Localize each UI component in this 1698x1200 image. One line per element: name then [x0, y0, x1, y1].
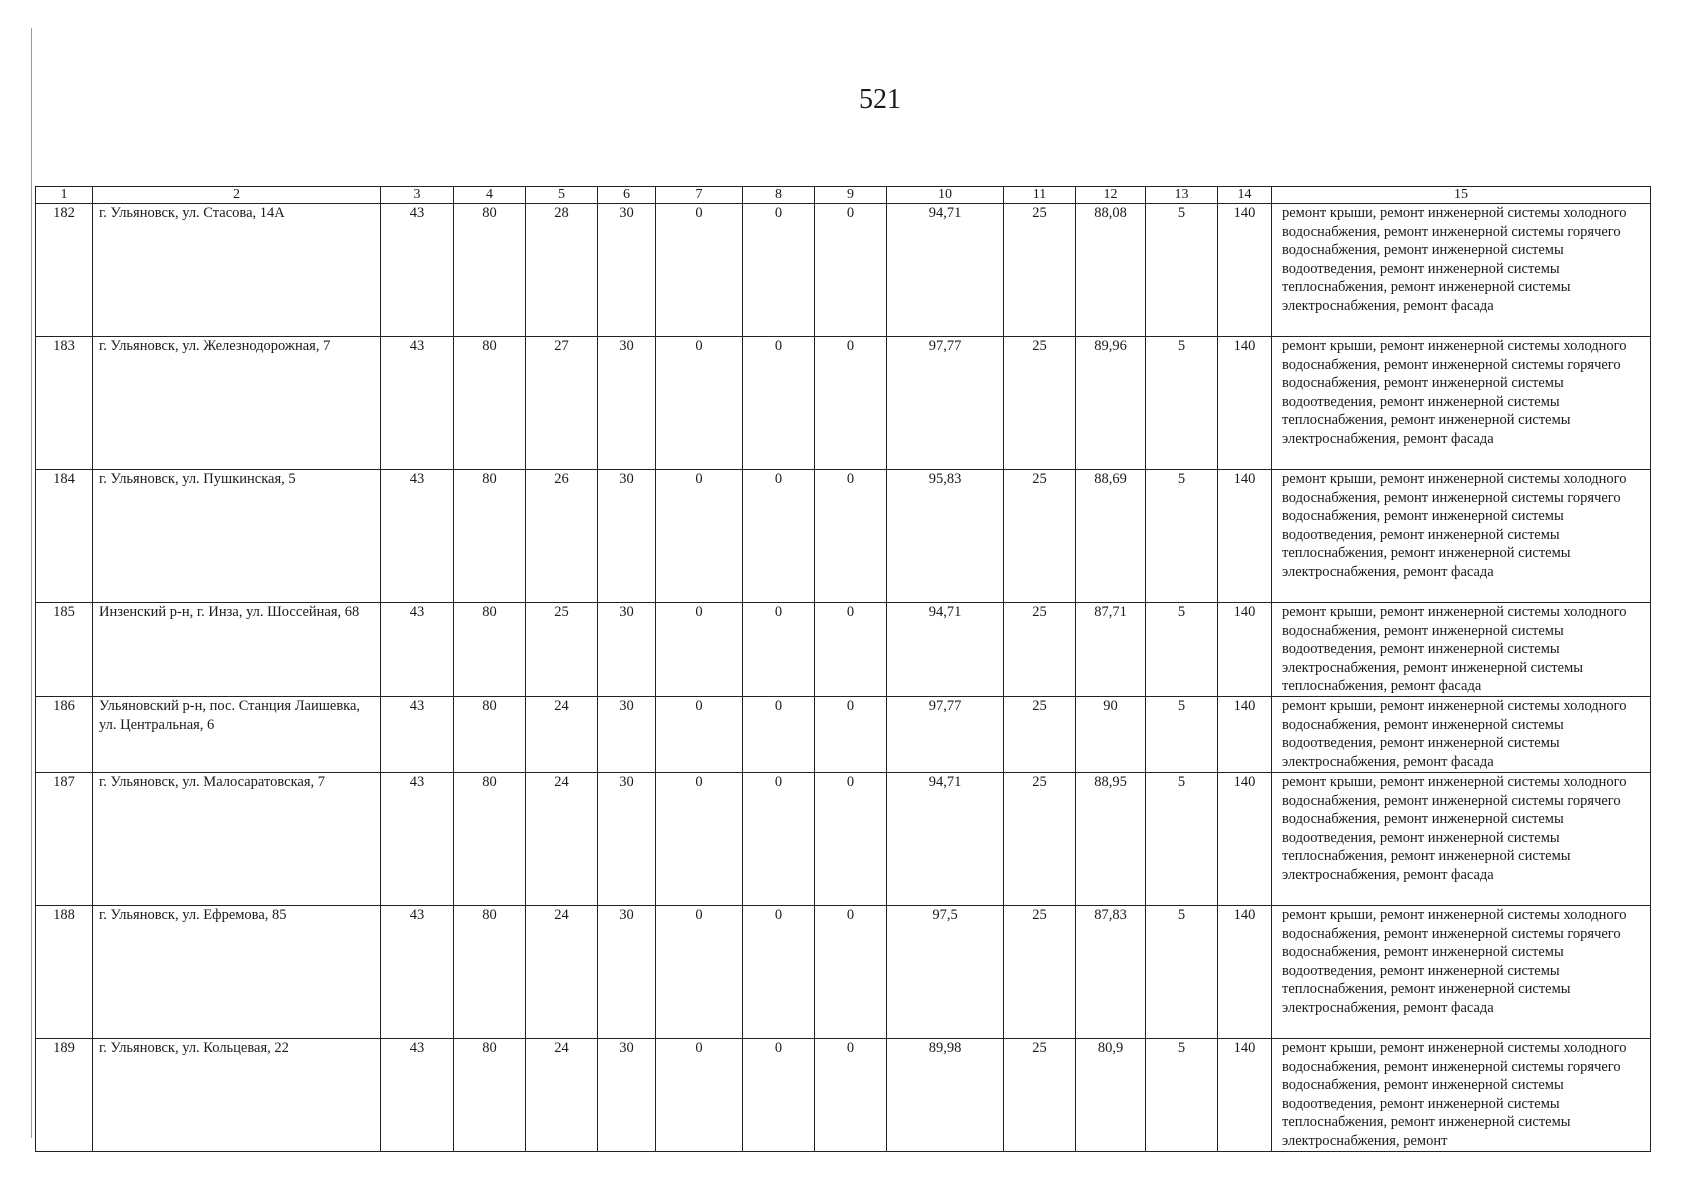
- value-cell: 88,95: [1076, 773, 1146, 906]
- value-cell: 5: [1146, 603, 1218, 697]
- value-cell: 0: [815, 906, 887, 1039]
- value-cell: 5: [1146, 906, 1218, 1039]
- value-cell: 80,9: [1076, 1039, 1146, 1152]
- column-header: 13: [1146, 187, 1218, 204]
- value-cell: 43: [381, 204, 454, 337]
- value-cell: 0: [743, 697, 815, 773]
- table-body: [36, 204, 1651, 1152]
- value-cell: 0: [815, 697, 887, 773]
- row-number: 188: [36, 906, 93, 1039]
- page-margin-line: [31, 28, 32, 1138]
- value-cell: 25: [1004, 697, 1076, 773]
- row-number: 183: [36, 337, 93, 470]
- works-cell: ремонт крыши, ремонт инженерной системы холодного водоснабжения, ремонт инженерной системы горячего водоснабжения, ремонт инженерной системы водоотведения, ремонт инженерной системы теплоснабжения, ремонт инженерной системы электроснабжения, ремонт фасада: [1272, 773, 1651, 906]
- value-cell: 27: [526, 337, 598, 470]
- value-cell: 94,71: [887, 773, 1004, 906]
- value-cell: 25: [1004, 470, 1076, 603]
- value-cell: 30: [598, 603, 656, 697]
- value-cell: 30: [598, 697, 656, 773]
- row-number: 189: [36, 1039, 93, 1152]
- value-cell: 43: [381, 697, 454, 773]
- column-header: 14: [1218, 187, 1272, 204]
- works-cell: ремонт крыши, ремонт инженерной системы холодного водоснабжения, ремонт инженерной системы горячего водоснабжения, ремонт инженерной системы водоотведения, ремонт инженерной системы теплоснабжения, ремонт инженерной системы электроснабжения, ремонт фасада: [1272, 470, 1651, 603]
- table-row: [36, 603, 1651, 697]
- value-cell: 25: [1004, 337, 1076, 470]
- value-cell: 0: [656, 773, 743, 906]
- value-cell: 24: [526, 697, 598, 773]
- value-cell: 5: [1146, 204, 1218, 337]
- column-header: 6: [598, 187, 656, 204]
- value-cell: 87,71: [1076, 603, 1146, 697]
- column-header: 12: [1076, 187, 1146, 204]
- value-cell: 95,83: [887, 470, 1004, 603]
- column-header: 4: [454, 187, 526, 204]
- value-cell: 0: [656, 470, 743, 603]
- value-cell: 89,96: [1076, 337, 1146, 470]
- value-cell: 30: [598, 1039, 656, 1152]
- column-header: 1: [36, 187, 93, 204]
- value-cell: 43: [381, 1039, 454, 1152]
- column-header: 10: [887, 187, 1004, 204]
- value-cell: 140: [1218, 337, 1272, 470]
- value-cell: 5: [1146, 337, 1218, 470]
- value-cell: 80: [454, 773, 526, 906]
- column-header: 8: [743, 187, 815, 204]
- value-cell: 80: [454, 337, 526, 470]
- column-header: 3: [381, 187, 454, 204]
- value-cell: 25: [1004, 603, 1076, 697]
- column-header: 5: [526, 187, 598, 204]
- value-cell: 87,83: [1076, 906, 1146, 1039]
- table-row: [36, 906, 1651, 1039]
- value-cell: 97,5: [887, 906, 1004, 1039]
- value-cell: 0: [656, 1039, 743, 1152]
- value-cell: 140: [1218, 1039, 1272, 1152]
- value-cell: 30: [598, 906, 656, 1039]
- value-cell: 5: [1146, 1039, 1218, 1152]
- address-cell: г. Ульяновск, ул. Пушкинская, 5: [93, 470, 381, 603]
- value-cell: 0: [815, 603, 887, 697]
- value-cell: 80: [454, 470, 526, 603]
- address-cell: г. Ульяновск, ул. Железнодорожная, 7: [93, 337, 381, 470]
- table-row: [36, 697, 1651, 773]
- value-cell: 43: [381, 773, 454, 906]
- table-row: [36, 773, 1651, 906]
- value-cell: 25: [1004, 1039, 1076, 1152]
- column-header: 7: [656, 187, 743, 204]
- value-cell: 0: [743, 773, 815, 906]
- value-cell: 0: [815, 1039, 887, 1152]
- value-cell: 0: [743, 906, 815, 1039]
- value-cell: 5: [1146, 773, 1218, 906]
- value-cell: 0: [656, 337, 743, 470]
- value-cell: 140: [1218, 773, 1272, 906]
- value-cell: 88,08: [1076, 204, 1146, 337]
- column-header: 9: [815, 187, 887, 204]
- value-cell: 0: [815, 337, 887, 470]
- value-cell: 0: [656, 697, 743, 773]
- value-cell: 0: [743, 1039, 815, 1152]
- value-cell: 88,69: [1076, 470, 1146, 603]
- value-cell: 80: [454, 697, 526, 773]
- value-cell: 25: [526, 603, 598, 697]
- row-number: 185: [36, 603, 93, 697]
- address-cell: Ульяновский р-н, пос. Станция Лаишевка, ул. Центральная, 6: [93, 697, 381, 773]
- row-number: 187: [36, 773, 93, 906]
- column-header: 2: [93, 187, 381, 204]
- header-row: [36, 187, 1651, 204]
- works-cell: ремонт крыши, ремонт инженерной системы холодного водоснабжения, ремонт инженерной системы водоотведения, ремонт инженерной системы электроснабжения, ремонт фасада: [1272, 697, 1651, 773]
- value-cell: 140: [1218, 906, 1272, 1039]
- value-cell: 140: [1218, 204, 1272, 337]
- value-cell: 25: [1004, 204, 1076, 337]
- value-cell: 80: [454, 1039, 526, 1152]
- value-cell: 94,71: [887, 603, 1004, 697]
- value-cell: 0: [656, 204, 743, 337]
- address-cell: г. Ульяновск, ул. Стасова, 14А: [93, 204, 381, 337]
- works-cell: ремонт крыши, ремонт инженерной системы холодного водоснабжения, ремонт инженерной системы водоотведения, ремонт инженерной системы электроснабжения, ремонт инженерной системы теплоснабжения, ремонт фасада: [1272, 603, 1651, 697]
- value-cell: 25: [1004, 906, 1076, 1039]
- value-cell: 24: [526, 773, 598, 906]
- value-cell: 90: [1076, 697, 1146, 773]
- value-cell: 5: [1146, 697, 1218, 773]
- value-cell: 94,71: [887, 204, 1004, 337]
- table-header: [36, 187, 1651, 204]
- value-cell: 0: [815, 773, 887, 906]
- value-cell: 30: [598, 204, 656, 337]
- value-cell: 0: [743, 204, 815, 337]
- value-cell: 80: [454, 603, 526, 697]
- value-cell: 97,77: [887, 697, 1004, 773]
- value-cell: 140: [1218, 697, 1272, 773]
- repair-register-table: [35, 186, 1651, 1152]
- works-cell: ремонт крыши, ремонт инженерной системы холодного водоснабжения, ремонт инженерной системы горячего водоснабжения, ремонт инженерной системы водоотведения, ремонт инженерной системы теплоснабжения, ремонт инженерной системы электроснабжения, ремонт фасада: [1272, 906, 1651, 1039]
- value-cell: 30: [598, 470, 656, 603]
- value-cell: 0: [656, 906, 743, 1039]
- value-cell: 80: [454, 204, 526, 337]
- value-cell: 80: [454, 906, 526, 1039]
- value-cell: 24: [526, 1039, 598, 1152]
- value-cell: 43: [381, 603, 454, 697]
- value-cell: 24: [526, 906, 598, 1039]
- value-cell: 0: [743, 603, 815, 697]
- value-cell: 140: [1218, 470, 1272, 603]
- address-cell: Инзенский р-н, г. Инза, ул. Шоссейная, 68: [93, 603, 381, 697]
- value-cell: 0: [815, 470, 887, 603]
- table-row: [36, 337, 1651, 470]
- value-cell: 0: [815, 204, 887, 337]
- address-cell: г. Ульяновск, ул. Кольцевая, 22: [93, 1039, 381, 1152]
- table-row: [36, 470, 1651, 603]
- column-header: 15: [1272, 187, 1651, 204]
- page-number: 521: [859, 84, 901, 115]
- address-cell: г. Ульяновск, ул. Малосаратовская, 7: [93, 773, 381, 906]
- value-cell: 30: [598, 773, 656, 906]
- value-cell: 5: [1146, 470, 1218, 603]
- value-cell: 30: [598, 337, 656, 470]
- column-header: 11: [1004, 187, 1076, 204]
- value-cell: 43: [381, 337, 454, 470]
- table-row: [36, 204, 1651, 337]
- works-cell: ремонт крыши, ремонт инженерной системы холодного водоснабжения, ремонт инженерной системы горячего водоснабжения, ремонт инженерной системы водоотведения, ремонт инженерной системы теплоснабжения, ремонт инженерной системы электроснабжения, ремонт: [1272, 1039, 1651, 1152]
- value-cell: 97,77: [887, 337, 1004, 470]
- value-cell: 89,98: [887, 1039, 1004, 1152]
- address-cell: г. Ульяновск, ул. Ефремова, 85: [93, 906, 381, 1039]
- value-cell: 140: [1218, 603, 1272, 697]
- value-cell: 0: [656, 603, 743, 697]
- value-cell: 25: [1004, 773, 1076, 906]
- value-cell: 28: [526, 204, 598, 337]
- value-cell: 0: [743, 337, 815, 470]
- works-cell: ремонт крыши, ремонт инженерной системы холодного водоснабжения, ремонт инженерной системы горячего водоснабжения, ремонт инженерной системы водоотведения, ремонт инженерной системы теплоснабжения, ремонт инженерной системы электроснабжения, ремонт фасада: [1272, 337, 1651, 470]
- row-number: 182: [36, 204, 93, 337]
- row-number: 186: [36, 697, 93, 773]
- value-cell: 26: [526, 470, 598, 603]
- value-cell: 43: [381, 906, 454, 1039]
- row-number: 184: [36, 470, 93, 603]
- table-row: [36, 1039, 1651, 1152]
- value-cell: 43: [381, 470, 454, 603]
- value-cell: 0: [743, 470, 815, 603]
- works-cell: ремонт крыши, ремонт инженерной системы холодного водоснабжения, ремонт инженерной системы горячего водоснабжения, ремонт инженерной системы водоотведения, ремонт инженерной системы теплоснабжения, ремонт инженерной системы электроснабжения, ремонт фасада: [1272, 204, 1651, 337]
